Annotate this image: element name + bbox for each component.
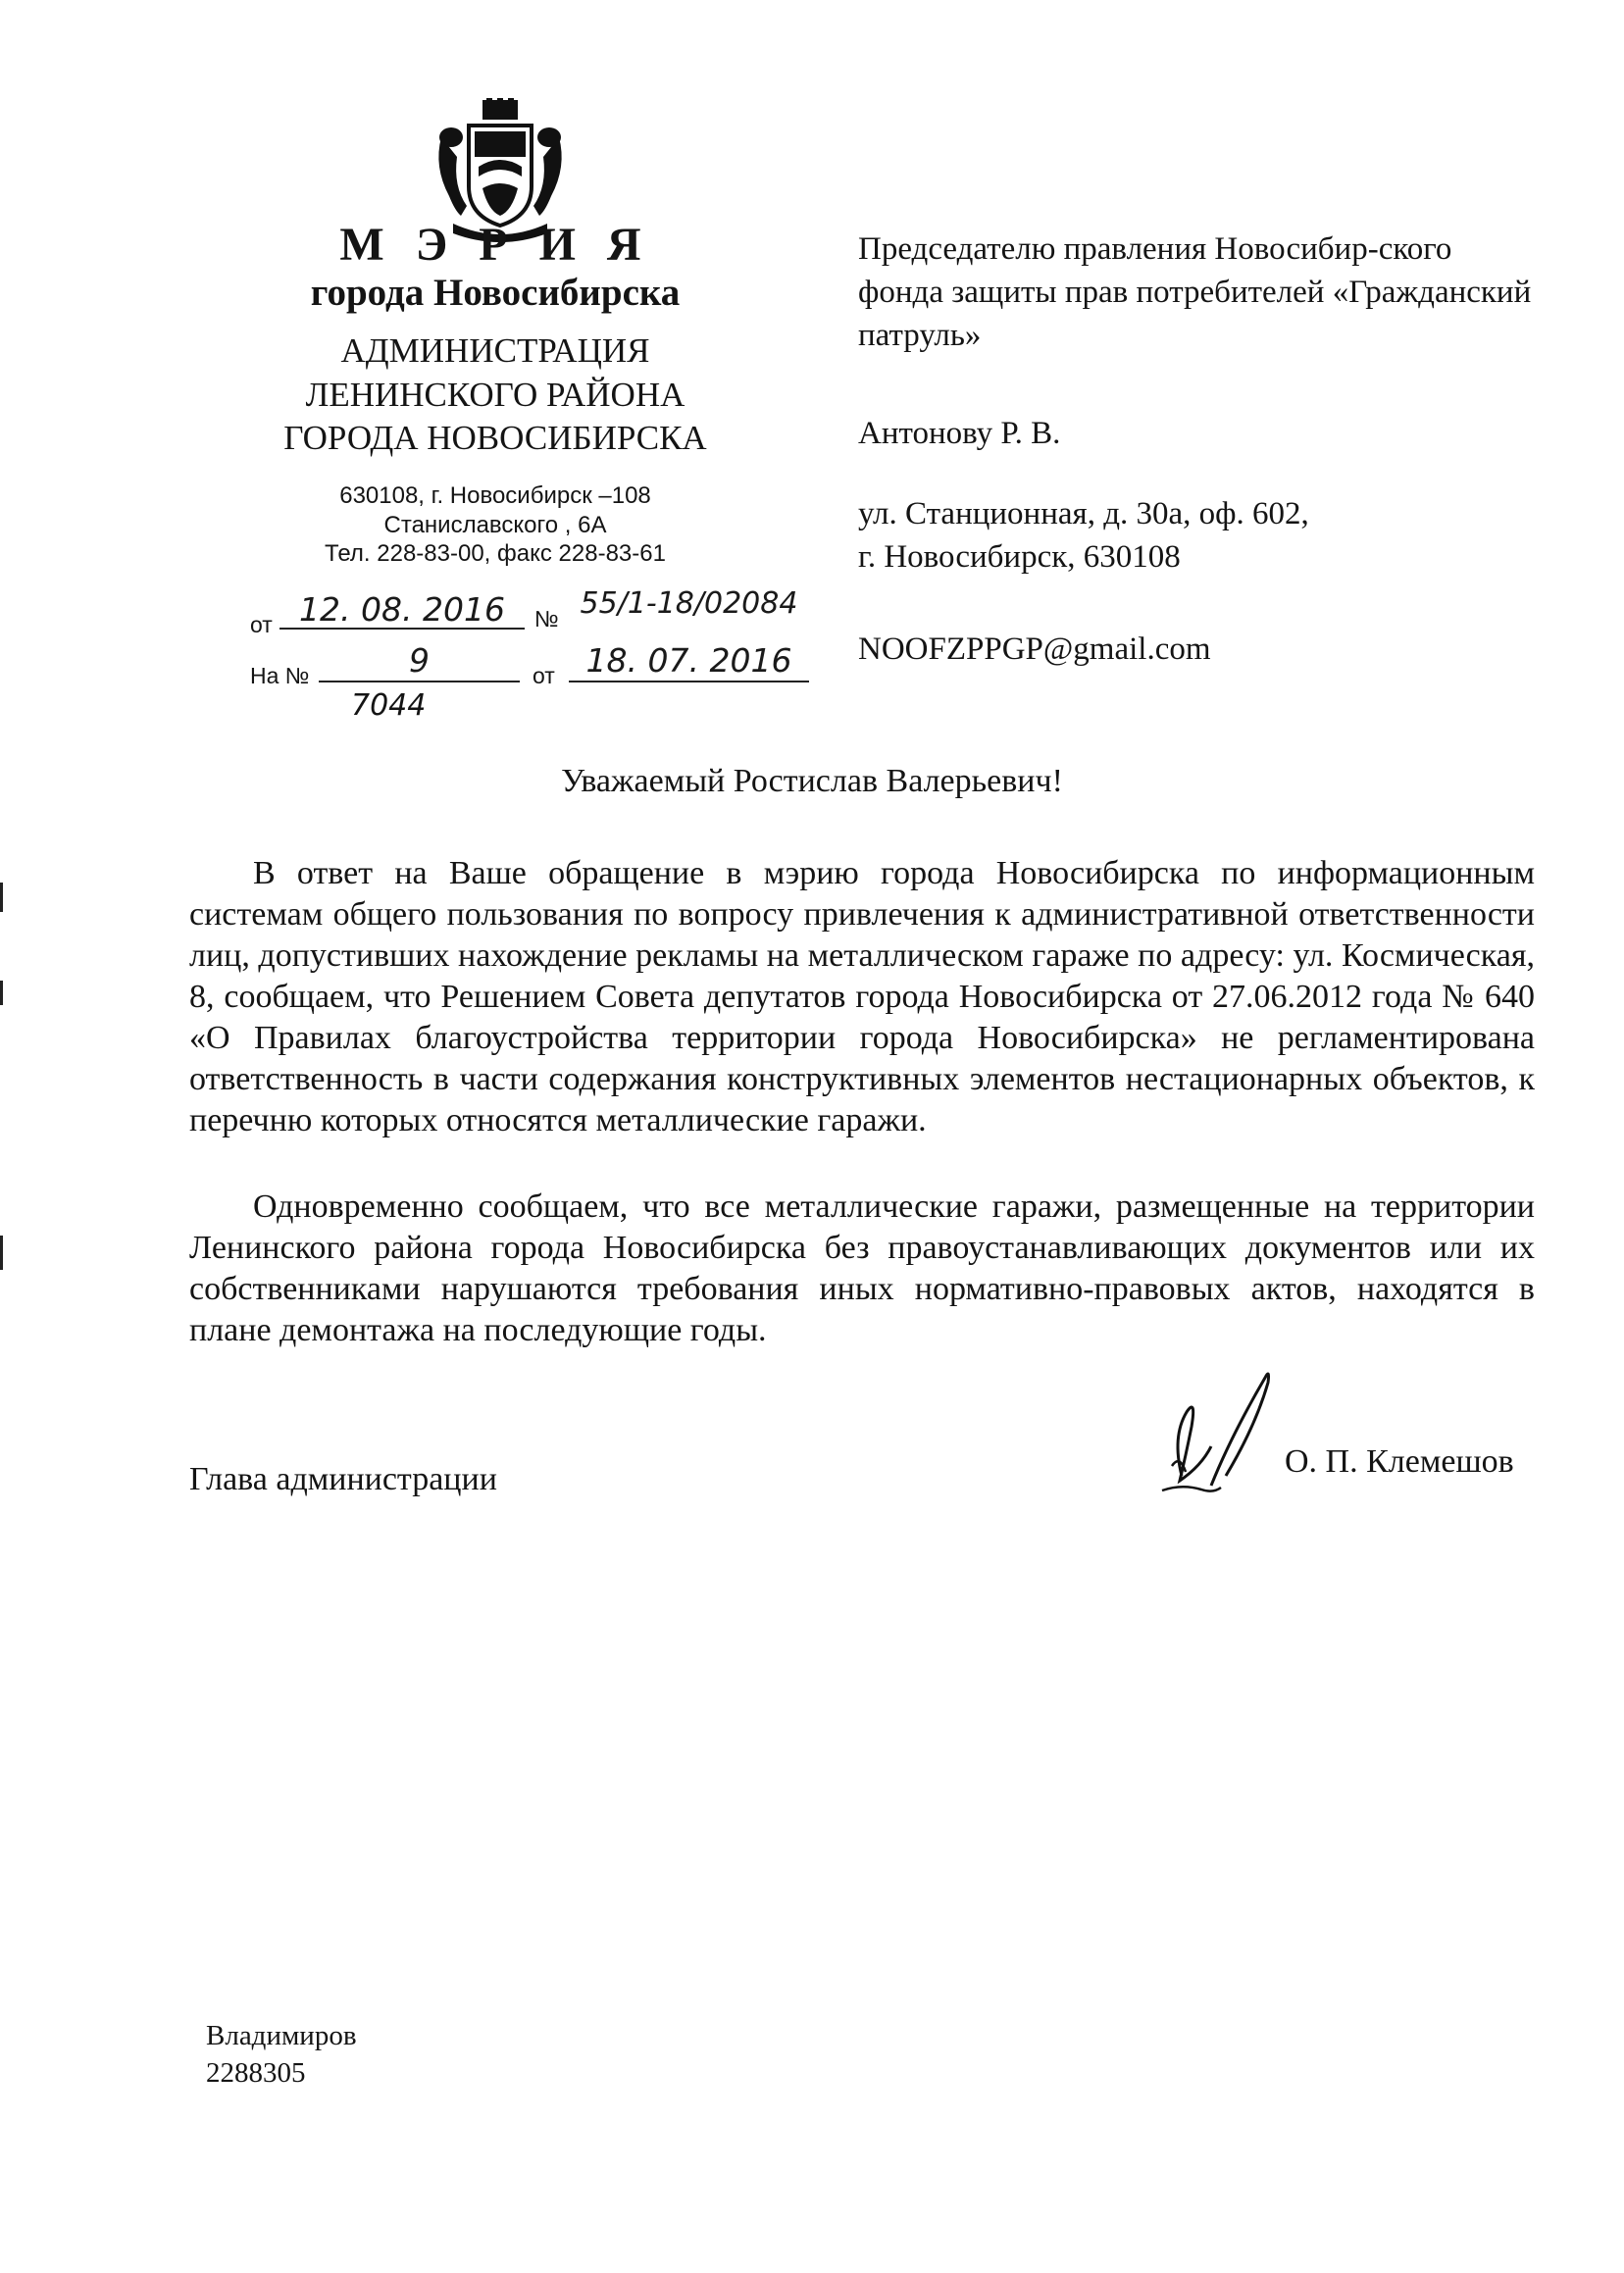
ref-date-field [569, 639, 809, 682]
ref-number-field [319, 639, 520, 682]
admin-line: АДМИНИСТРАЦИЯ [340, 331, 650, 370]
executor-phone: 2288305 [206, 2057, 306, 2089]
recipient-email: NOOFZPPGP@gmail.com [858, 631, 1211, 667]
number-label: № [534, 606, 559, 631]
org-city: города Новосибирска [310, 272, 681, 314]
ref-date-value: 18. 07. 2016 [585, 641, 792, 680]
handwritten-signature-icon [1142, 1358, 1309, 1505]
salutation: Уважаемый Ростислав Валерьевич! [561, 763, 1063, 799]
body-paragraph: В ответ на Ваше обращение в мэрию города Новосибирска по информационным системам общего пользования по вопросу привлечения к административной ответственности лиц, допустивших нахождение рекламы на металлическом гараже по адресу: ул. Космическая, 8, сообщаем, что Решением Совета депутатов города Новосибирска от 27.06.2012 года № 640 «О Правилах благоустройства территории города Новосибирска» не регламентирована ответственность в части содержания конструктивных элементов нестационарных объектов, к перечню которых относятся металлические гаражи. [189, 855, 1535, 1138]
ref-number-value: 9 [409, 641, 430, 680]
signer-title: Глава администрации [189, 1461, 497, 1497]
date-field [279, 588, 525, 630]
scan-edge-mark [0, 1236, 3, 1270]
admin-line: ЛЕНИНСКОГО РАЙОНА [305, 376, 685, 414]
ref-number-label: На № [250, 663, 310, 688]
org-title: М Э Р И Я [339, 219, 651, 271]
executor-name: Владимиров [206, 2020, 357, 2051]
scan-edge-mark [0, 883, 3, 912]
ref-date-label: от [533, 663, 555, 688]
recipient-position: Председателю правления Новосибир-ского фонда защиты прав потребителей «Гражданский патруль» [858, 231, 1532, 353]
scan-edge-mark [0, 981, 3, 1005]
body-paragraph: Одновременно сообщаем, что все металлические гаражи, размещенные на территории Ленинского района города Новосибирска без правоустанавливающих документов или их собственниками нарушаются требования иных нормативно-правовых актов, находятся в плане демонтажа на последующие годы. [189, 1188, 1535, 1348]
org-address-line: Тел. 228-83-00, факс 228-83-61 [325, 540, 666, 567]
date-label: от [250, 612, 273, 637]
date-value: 12. 08. 2016 [299, 590, 505, 629]
admin-line: ГОРОДА НОВОСИБИРСКА [283, 419, 707, 457]
recipient-address-line: г. Новосибирск, 630108 [858, 539, 1181, 575]
recipient-address [858, 492, 1309, 579]
signer-name: О. П. Клемешов [1285, 1443, 1514, 1480]
recipient-address-line: ул. Станционная, д. 30а, оф. 602, [858, 496, 1309, 531]
ref-extra-number: 7044 [351, 688, 427, 723]
org-address-line: Станиславского , 6А [383, 512, 607, 538]
org-address-line: 630108, г. Новосибирск –108 [339, 482, 651, 509]
number-field [569, 584, 809, 624]
number-value: 55/1-18/02084 [580, 586, 798, 621]
recipient-name: Антонову Р. В. [858, 416, 1061, 451]
